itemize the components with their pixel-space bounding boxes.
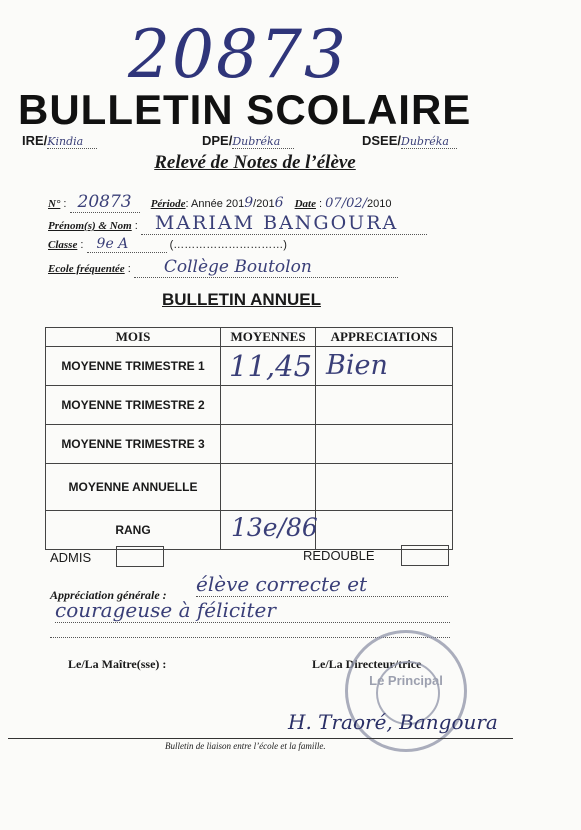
dsee-value: Dubréka bbox=[401, 135, 457, 149]
prenom-nom-row: Prénom(s) & Nom : MARIAM BANGOURA bbox=[48, 212, 427, 235]
handwritten-document-number: 20873 bbox=[128, 16, 348, 93]
appreciation-line-1: élève correcte et bbox=[196, 572, 448, 597]
prenom-nom-label: Prénom(s) & Nom bbox=[48, 220, 132, 232]
periode-label: Période bbox=[150, 198, 186, 210]
appreciation-line-2: courageuse à féliciter bbox=[55, 598, 450, 623]
admis-checkbox bbox=[116, 546, 164, 567]
row-moyenne bbox=[221, 464, 316, 511]
table-row bbox=[46, 386, 453, 425]
admis-label: ADMIS bbox=[50, 550, 92, 565]
dpe-field bbox=[202, 133, 294, 148]
header-moyennes: MOYENNES bbox=[221, 328, 316, 347]
ire-value: Kindia bbox=[47, 135, 97, 149]
annual-title: BULLETIN ANNUEL bbox=[162, 290, 321, 309]
classe-value: 9e A bbox=[87, 236, 167, 253]
ecole-label: Ecole fréquentée bbox=[48, 263, 125, 275]
row-label: MOYENNE ANNUELLE bbox=[46, 464, 221, 511]
ecole-row: Ecole fréquentée : Collège Boutolon bbox=[48, 257, 398, 278]
footer-text: Bulletin de liaison entre l’école et la famille. bbox=[165, 741, 326, 751]
periode-year1: 9 bbox=[244, 195, 254, 211]
classe-row: Classe : 9e A (…………………………) bbox=[48, 236, 287, 252]
numero-value: 20873 bbox=[70, 192, 140, 213]
dsee-field bbox=[362, 133, 457, 148]
date-value: 07/02/ bbox=[325, 196, 367, 211]
row-label: RANG bbox=[46, 511, 221, 550]
table-header-row bbox=[46, 328, 453, 347]
ire-field bbox=[22, 133, 97, 148]
director-signature: H. Traoré, Bangoura bbox=[288, 710, 498, 734]
prenom-nom-value: MARIAM BANGOURA bbox=[141, 212, 427, 235]
redouble-label: REDOUBLE bbox=[303, 548, 375, 563]
row-label: MOYENNE TRIMESTRE 1 bbox=[46, 347, 221, 386]
row-moyenne bbox=[221, 347, 316, 386]
periode-year2: 6 bbox=[274, 195, 284, 211]
numero-label: N° bbox=[48, 198, 61, 210]
row-appreciation bbox=[316, 347, 453, 386]
date-label: Date bbox=[294, 198, 316, 210]
row-label: MOYENNE TRIMESTRE 3 bbox=[46, 425, 221, 464]
appreciation-value: Bien bbox=[326, 350, 388, 381]
dsee-label: DSEE/ bbox=[362, 133, 402, 148]
classe-label: Classe bbox=[48, 239, 78, 251]
appreciation-generale-label: Appréciation générale : bbox=[50, 588, 167, 602]
page-title: BULLETIN SCOLAIRE bbox=[18, 86, 472, 133]
row-appreciation bbox=[316, 386, 453, 425]
ire-label: IRE/ bbox=[22, 133, 48, 148]
row-appreciation bbox=[316, 425, 453, 464]
row-moyenne bbox=[221, 386, 316, 425]
table-row bbox=[46, 425, 453, 464]
table-row bbox=[46, 464, 453, 511]
ecole-value: Collège Boutolon bbox=[134, 257, 398, 278]
stamp-text: Le Principal bbox=[369, 673, 443, 688]
classe-paren: (…………………………) bbox=[169, 239, 287, 251]
maitre-label: Le/La Maître(sse) : bbox=[68, 657, 167, 671]
date-year: 2010 bbox=[367, 198, 392, 210]
directeur-label: Le/La Directeur/trice bbox=[312, 657, 422, 671]
dpe-value: Dubréka bbox=[232, 135, 294, 149]
row-appreciation bbox=[316, 464, 453, 511]
row-label: MOYENNE TRIMESTRE 2 bbox=[46, 386, 221, 425]
dpe-label: DPE/ bbox=[202, 133, 233, 148]
redouble-checkbox bbox=[401, 545, 449, 566]
periode-text: : Année 201 bbox=[185, 198, 245, 210]
footer-divider bbox=[8, 738, 513, 739]
header-mois: MOIS bbox=[46, 328, 221, 347]
grades-table bbox=[45, 327, 453, 550]
moyenne-value: 11,45 bbox=[229, 349, 313, 383]
table-row bbox=[46, 347, 453, 386]
row-moyenne bbox=[221, 425, 316, 464]
row-moyenne bbox=[221, 511, 316, 550]
rang-value: 13e/86 bbox=[231, 513, 318, 542]
header-appreciations: APPRECIATIONS bbox=[316, 328, 453, 347]
periode-sep: /201 bbox=[253, 198, 275, 210]
numero-periode-date-row: N° : 20873 Période: Année 2019/2016 Date : 07/02/2010 bbox=[48, 192, 392, 212]
subtitle: Relevé de Notes de l’élève bbox=[154, 152, 356, 173]
row-appreciation bbox=[316, 511, 453, 550]
table-row bbox=[46, 511, 453, 550]
